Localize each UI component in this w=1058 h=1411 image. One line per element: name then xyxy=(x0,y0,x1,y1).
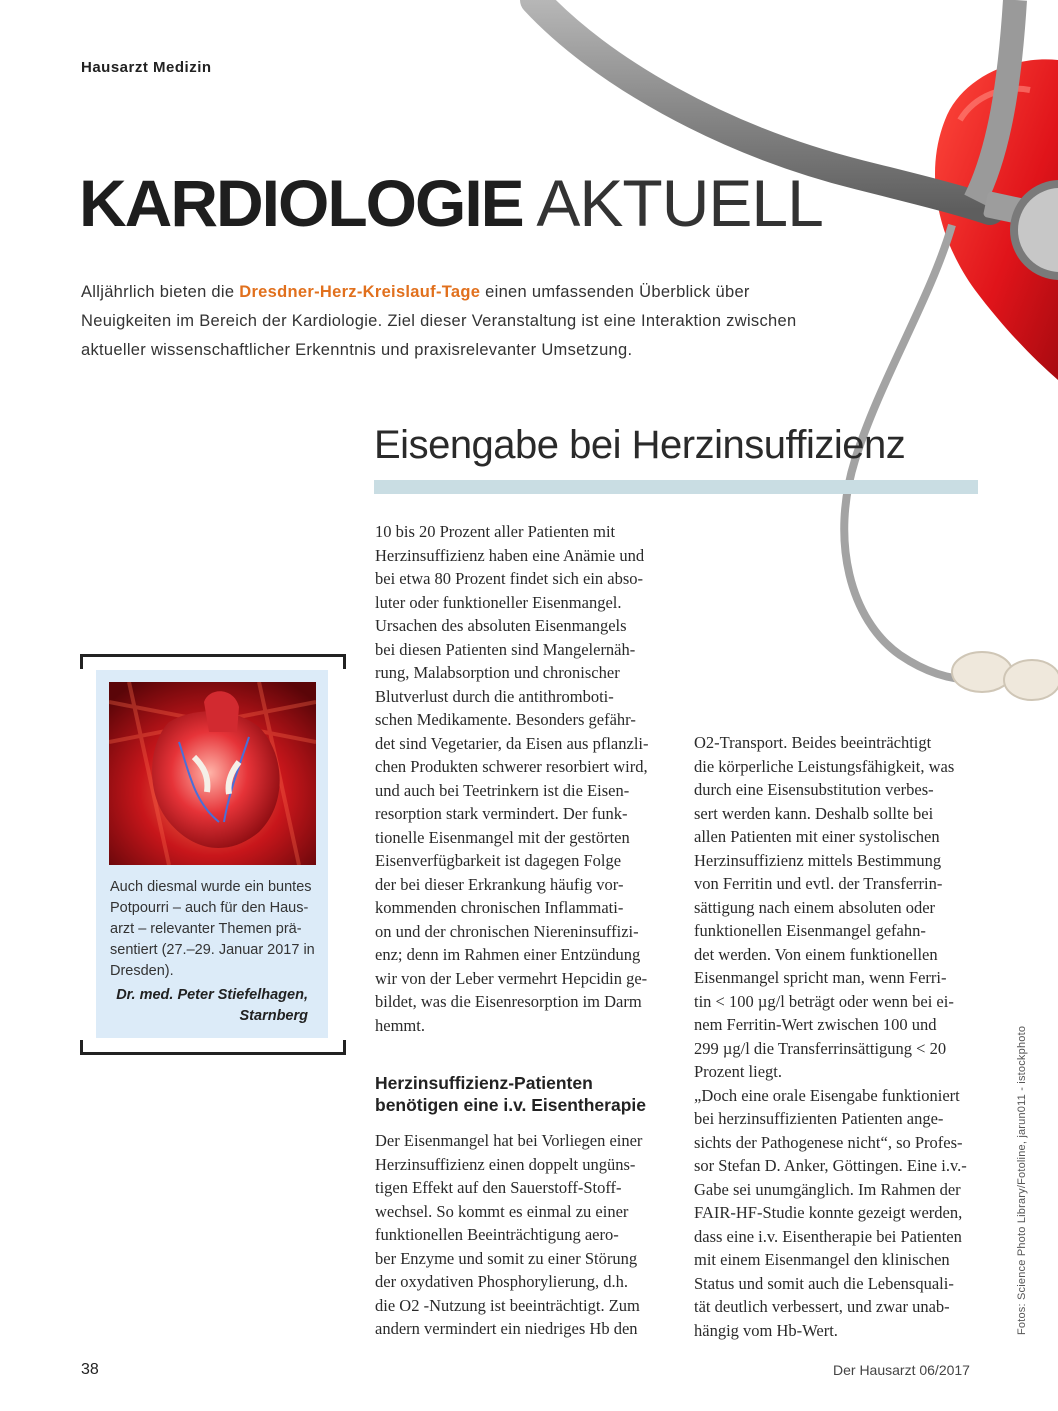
text-line: Eisenmangel spricht man, wenn Ferri- xyxy=(694,968,947,987)
text-line: tionelle Eisenmangel mit der gestörten xyxy=(375,827,630,847)
text-line: von Ferritin und evtl. der Transferrin- xyxy=(694,874,943,893)
text-line: Status und somit auch die Lebensquali- xyxy=(694,1273,954,1293)
text-line: allen Patienten mit einer systolischen xyxy=(694,827,940,846)
text-line: 299 µg/l die Transferrinsättigung < 20 xyxy=(694,1038,947,1058)
text-line: die O2 -Nutzung ist beeinträchtigt. Zum xyxy=(375,1295,640,1315)
text-line: O2-Transport. Beides beeinträchtigt xyxy=(694,733,932,752)
author-line: Starnberg xyxy=(239,1008,308,1024)
caption-line: sentiert (27.–29. Januar 2017 in xyxy=(110,942,315,958)
caption-line: Dresden). xyxy=(110,963,174,979)
text-line: FAIR-HF-Studie konnte gezeigt werden, xyxy=(694,1203,963,1222)
text-line: 10 bis 20 Prozent aller Patienten mit xyxy=(375,522,616,541)
subheading-line: Herzinsuffizienz-Patienten xyxy=(375,1073,593,1093)
text-line: enz; denn im Rahmen einer Entzündung xyxy=(375,945,641,964)
photo-credit: Fotos: Science Photo Library/Fotoline, jarun011 - istockphoto xyxy=(1016,1025,1028,1335)
caption-line: Potpourri – auch für den Haus- xyxy=(110,900,309,916)
text-line: tät deutlich verbessert, und zwar unab- xyxy=(694,1297,950,1316)
text-line: tin < 100 µg/l beträgt oder wenn bei ei- xyxy=(694,991,954,1011)
intro-paragraph xyxy=(81,278,821,365)
text-line: Blutverlust durch die antithromboti- xyxy=(375,686,614,706)
intro-after: einen umfassenden Überblick über Neuigkeiten im Bereich der Kardiologie. Ziel dieser Veranstaltung ist eine Interaktion zwischen aktueller wissenschaftlicher Erkenntnis und praxisrelevanter Umsetzung. xyxy=(81,283,797,359)
text-line: die körperliche Leistungsfähigkeit, was xyxy=(694,756,955,776)
text-line: bei herzinsuffizienten Patienten ange- xyxy=(694,1109,944,1128)
text-line: Prozent liegt. xyxy=(694,1062,782,1081)
title-bold: KARDIOLOGIE xyxy=(79,166,523,240)
sidebar-caption xyxy=(110,877,320,982)
text-line: der oxydativen Phosphorylierung, d.h. xyxy=(375,1272,628,1291)
text-line: Der Eisenmangel hat bei Vorliegen einer xyxy=(375,1131,643,1150)
text-line: schen Medikamente. Besonders gefähr- xyxy=(375,710,636,729)
text-line: sättigung nach einem absoluten oder xyxy=(694,897,936,917)
intro-before: Alljährlich bieten die xyxy=(81,283,240,301)
bracket-top-line xyxy=(80,654,343,657)
text-line: Gabe sei unumgänglich. Im Rahmen der xyxy=(694,1179,961,1199)
text-line: wechsel. So kommt es einmal zu einer xyxy=(375,1201,629,1221)
text-line: „Doch eine orale Eisengabe funktioniert xyxy=(694,1085,960,1105)
article-column-1b xyxy=(375,1129,675,1341)
issue-label: Der Hausarzt 06/2017 xyxy=(833,1362,970,1378)
text-line: tigen Effekt auf den Sauerstoff-Stoff- xyxy=(375,1178,622,1197)
section-label: Hausarzt Medizin xyxy=(81,59,212,76)
text-line: Eisenverfügbarkeit ist dagegen Folge xyxy=(375,851,622,870)
text-line: und auch bei Teetrinkern ist die Eisen- xyxy=(375,780,630,800)
sidebar-author xyxy=(110,985,308,1027)
bracket-bottom-line xyxy=(80,1052,343,1055)
text-line: Herzinsuffizienz mittels Bestimmung xyxy=(694,850,942,870)
intro-highlight: Dresdner-Herz-Kreislauf-Tage xyxy=(239,283,481,301)
text-line: dass eine i.v. Eisentherapie bei Patienten xyxy=(694,1226,962,1246)
text-line: bei diesen Patienten sind Mangelernäh- xyxy=(375,639,636,659)
text-line: resorption stark vermindert. Der funk- xyxy=(375,804,628,823)
text-line: det sind Vegetarier, da Eisen aus pflanzli- xyxy=(375,733,649,753)
text-line: chen Produkten schwerer resorbiert wird, xyxy=(375,757,648,776)
author-line: Dr. med. Peter Stiefelhagen, xyxy=(116,987,308,1003)
article-column-2 xyxy=(694,731,994,1342)
bracket-top-right xyxy=(333,654,346,669)
text-line: mit einem Eisenmangel den klinischen xyxy=(694,1250,950,1269)
caption-line: arzt – relevanter Themen prä- xyxy=(110,921,302,937)
text-line: durch eine Eisensubstitution verbes- xyxy=(694,780,934,799)
text-line: det werden. Von einem funktionellen xyxy=(694,944,938,964)
bracket-bottom-right xyxy=(333,1040,346,1055)
text-line: sor Stefan D. Anker, Göttingen. Eine i.v.- xyxy=(694,1156,967,1175)
text-line: luter oder funktioneller Eisenmangel. xyxy=(375,592,622,612)
article-subheading xyxy=(375,1072,646,1116)
text-line: andern vermindert ein niedriges Hb den xyxy=(375,1319,638,1338)
article-column-1 xyxy=(375,520,675,1037)
text-line: wir von der Leber vermehrt Hepcidin ge- xyxy=(375,968,648,988)
caption-line: Auch diesmal wurde ein buntes xyxy=(110,879,312,895)
text-line: hemmt. xyxy=(375,1015,425,1035)
text-line: bei etwa 80 Prozent findet sich ein abso- xyxy=(375,569,644,588)
text-line: Herzinsuffizienz einen doppelt ungüns- xyxy=(375,1154,636,1174)
text-line: sert werden kann. Deshalb sollte bei xyxy=(694,803,934,823)
text-line: sichts der Pathogenese nicht“, so Profes- xyxy=(694,1132,963,1152)
text-line: hängig vom Hb-Wert. xyxy=(694,1320,838,1340)
text-line: der bei dieser Erkrankung häufig vor- xyxy=(375,874,624,894)
text-line: funktionellen Eisenmangel gefahn- xyxy=(694,921,926,940)
article-title: Eisengabe bei Herzinsuffizienz xyxy=(374,423,906,467)
title-light: AKTUELL xyxy=(536,166,823,240)
text-line: nem Ferritin-Wert zwischen 100 und xyxy=(694,1015,937,1034)
text-line: funktionellen Beeinträchtigung aero- xyxy=(375,1225,619,1244)
title-underline-bar xyxy=(374,480,978,494)
text-line: kommenden chronischen Inflammati- xyxy=(375,898,624,917)
text-line: rung, Malabsorption und chronischer xyxy=(375,663,620,682)
text-line: on und der chronischen Niereninsuffizi- xyxy=(375,921,639,941)
text-line: Ursachen des absoluten Eisenmangels xyxy=(375,616,627,635)
text-line: Herzinsuffizienz haben eine Anämie und xyxy=(375,545,645,565)
subheading-line: benötigen eine i.v. Eisentherapie xyxy=(375,1095,646,1115)
text-line: ber Enzyme und somit zu einer Störung xyxy=(375,1248,638,1268)
page-number: 38 xyxy=(81,1361,99,1378)
text-line: bildet, was die Eisenresorption im Darm xyxy=(375,992,642,1011)
page-title xyxy=(79,163,823,243)
heart-illustration xyxy=(109,682,316,865)
